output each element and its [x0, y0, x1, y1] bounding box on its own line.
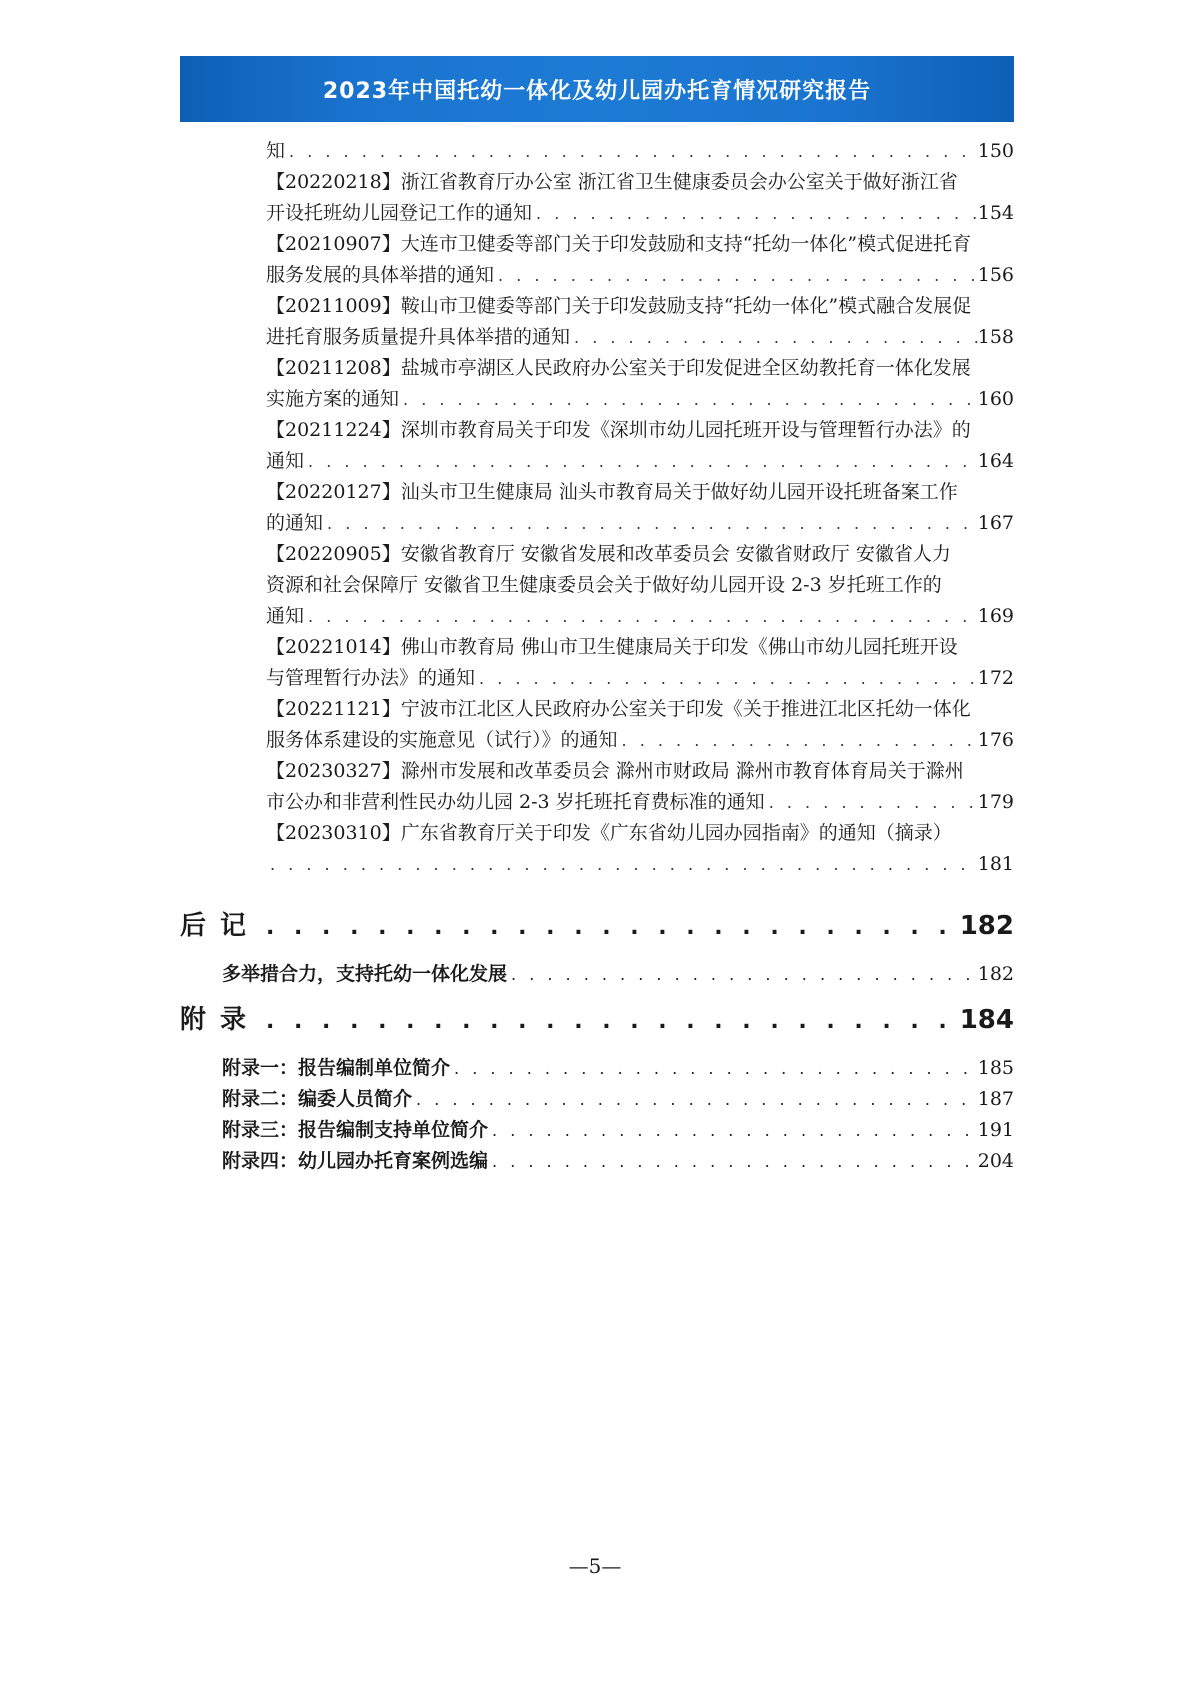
- toc-page-number: 172: [977, 667, 1014, 689]
- leader-dots: [323, 508, 978, 539]
- toc-entry-title: 市公办和非营利性民办幼儿园 2-3 岁托班托育费标准的通知: [266, 791, 765, 813]
- leader-dots: [475, 663, 978, 694]
- toc-sub-entry-title: 多举措合力，支持托幼一体化发展: [222, 963, 508, 985]
- toc-entry-line: 【20210907】大连市卫健委等部门关于印发鼓励和支持“托幼一体化”模式促进托育: [266, 233, 972, 255]
- leader-dots: [412, 1084, 978, 1116]
- toc-entry-title: 进托育服务质量提升具体举措的通知: [266, 326, 571, 348]
- toc-entry-line: 【20220905】安徽省教育厅 安徽省发展和改革委员会 安徽省财政厅 安徽省人力: [266, 543, 951, 565]
- page-number: —5—: [568, 1554, 622, 1578]
- toc-entry: [266, 662, 1014, 694]
- toc-sub-entry-title: 附录四：幼儿园办托育案例选编: [222, 1150, 489, 1172]
- toc-page-number: 156: [977, 264, 1014, 286]
- leader-dots: [450, 1053, 978, 1085]
- toc-entry: [266, 507, 1014, 539]
- toc-page-number: 179: [977, 791, 1014, 813]
- toc-page-number: 160: [977, 388, 1014, 410]
- leader-dots: [532, 198, 978, 229]
- toc-page-number: 158: [977, 326, 1014, 348]
- toc-entry-line: 【20220127】汕头市卫生健康局 汕头市教育局关于做好幼儿园开设托班备案工作: [266, 481, 958, 503]
- toc-entry-title: 知: [266, 140, 286, 162]
- leader-dots: [488, 1115, 978, 1147]
- toc-sub-entry: [222, 958, 1014, 990]
- toc-sub-entry: [222, 1052, 1014, 1084]
- leader-dots: [285, 136, 978, 167]
- toc-page-number: 187: [977, 1088, 1014, 1110]
- toc-entry-line: 【20220218】浙江省教育厅办公室 浙江省卫生健康委员会办公室关于做好浙江省: [266, 171, 958, 193]
- leader-dots: [266, 849, 978, 880]
- leader-dots: [260, 1000, 960, 1044]
- toc-page-number: 150: [977, 140, 1014, 162]
- toc-entry-title: 开设托班幼儿园登记工作的通知: [266, 202, 533, 224]
- toc-sub-entry-title: 附录一：报告编制单位简介: [222, 1057, 451, 1079]
- appendix-heading-title: 附录: [180, 1005, 261, 1035]
- toc-entry-line: 【20211009】鞍山市卫健委等部门关于印发鼓励支持“托幼一体化”模式融合发展促: [266, 295, 972, 317]
- toc-page-number: 169: [977, 605, 1014, 627]
- appendix-heading: [180, 998, 1014, 1042]
- afterword-heading-page: 182: [959, 911, 1014, 941]
- leader-dots: [507, 959, 978, 991]
- toc-sub-entry: [222, 1145, 1014, 1177]
- toc-entry-title: 与管理暂行办法》的通知: [266, 667, 476, 689]
- toc-entry: [266, 724, 1014, 756]
- toc-entry: [266, 445, 1014, 477]
- toc-entry-title: 的通知: [266, 512, 324, 534]
- toc-entry-title: 通知: [266, 605, 305, 627]
- toc-page-number: 167: [977, 512, 1014, 534]
- toc-entry: [266, 259, 1014, 291]
- toc-entry: [266, 600, 1014, 632]
- toc-entry-title: 实施方案的通知: [266, 388, 400, 410]
- toc-entry: [266, 135, 1014, 167]
- toc-entry-line: 资源和社会保障厅 安徽省卫生健康委员会关于做好幼儿园开设 2-3 岁托班工作的: [266, 574, 942, 596]
- toc-entry: [266, 383, 1014, 415]
- toc-entry-title: 通知: [266, 450, 305, 472]
- toc-sub-entry: [222, 1083, 1014, 1115]
- toc-page-number: 164: [977, 450, 1014, 472]
- leader-dots: [618, 725, 978, 756]
- leader-dots: [260, 906, 960, 950]
- toc-page-number: 182: [977, 963, 1014, 985]
- toc-page-number: 176: [977, 729, 1014, 751]
- afterword-heading-title: 后记: [180, 911, 261, 941]
- leader-dots: [488, 1146, 978, 1178]
- toc-entry-title: 服务体系建设的实施意见（试行）》的通知: [266, 729, 618, 751]
- toc-page-number: 181: [977, 853, 1014, 875]
- leader-dots: [570, 322, 978, 353]
- toc-entry-line: 【20211208】盐城市亭湖区人民政府办公室关于印发促进全区幼教托育一体化发展: [266, 357, 971, 379]
- report-header-banner: [180, 56, 1014, 122]
- leader-dots: [399, 384, 978, 415]
- report-title: 2023年中国托幼一体化及幼儿园办托育情况研究报告: [322, 78, 872, 104]
- afterword-heading: [180, 904, 1014, 948]
- toc-entry-line: 【20230327】滁州市发展和改革委员会 滁州市财政局 滁州市教育体育局关于滁州: [266, 760, 964, 782]
- toc-entry: [266, 321, 1014, 353]
- leader-dots: [304, 601, 978, 632]
- toc-sub-entry-title: 附录三：报告编制支持单位简介: [222, 1119, 489, 1141]
- toc-entry: [266, 786, 1014, 818]
- toc-entry-line: 【20221014】佛山市教育局 佛山市卫生健康局关于印发《佛山市幼儿园托班开设: [266, 636, 958, 658]
- leader-dots: [494, 260, 978, 291]
- leader-dots: [765, 787, 978, 818]
- toc-page-number: 154: [977, 202, 1014, 224]
- toc-entry-title: 服务发展的具体举措的通知: [266, 264, 495, 286]
- toc-entry-line: 【20230310】广东省教育厅关于印发《广东省幼儿园办园指南》的通知（摘录）: [266, 822, 952, 844]
- toc-entry: [266, 848, 1014, 880]
- toc-entry-line: 【20221121】宁波市江北区人民政府办公室关于印发《关于推进江北区托幼一体化: [266, 698, 971, 720]
- toc-entry-line: 【20211224】深圳市教育局关于印发《深圳市幼儿园托班开设与管理暂行办法》的: [266, 419, 971, 441]
- toc-sub-entry-title: 附录二：编委人员简介: [222, 1088, 413, 1110]
- toc-page-number: 185: [977, 1057, 1014, 1079]
- toc-page-number: 191: [977, 1119, 1014, 1141]
- toc-page-number: 204: [977, 1150, 1014, 1172]
- appendix-heading-page: 184: [959, 1005, 1014, 1035]
- toc-sub-entry: [222, 1114, 1014, 1146]
- toc-entry: [266, 197, 1014, 229]
- leader-dots: [304, 446, 978, 477]
